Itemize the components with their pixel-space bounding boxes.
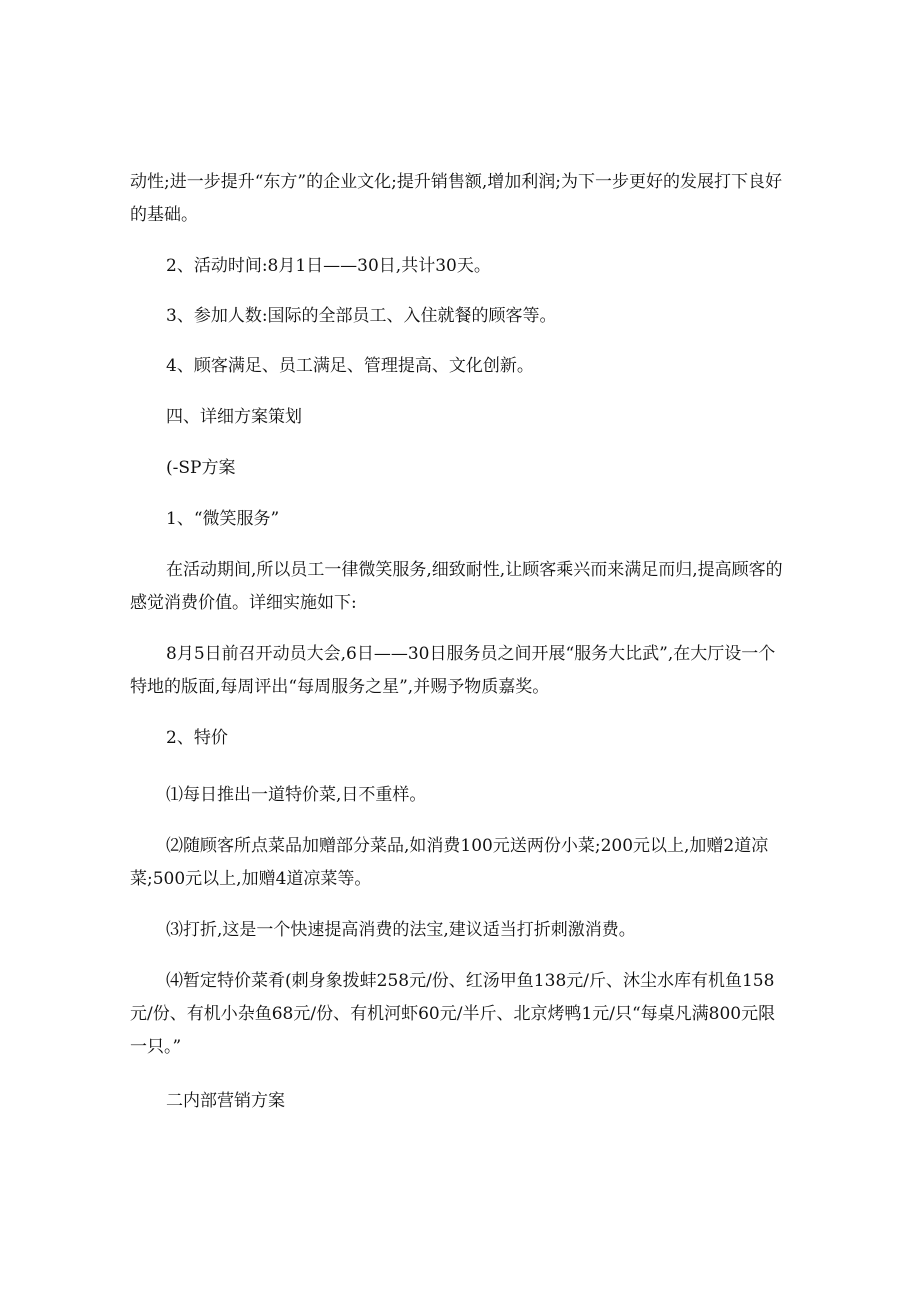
item-heading-smile-service: 1、“微笑服务” xyxy=(166,509,280,529)
section-heading-detailed-plan: 四、详细方案策划 xyxy=(166,407,302,427)
section-heading-internal-marketing: 二内部营销方案 xyxy=(166,1091,285,1111)
list-item-gift-dishes: ⑵随顾客所点菜品加赠部分菜品,如消费100元送两份小菜;200元以上,加赠2道凉菜;500元以上,加赠4道凉菜等。 xyxy=(130,836,769,889)
list-item-special-dishes: ⑷暂定特价菜肴(刺身象拨蚌258元/份、红汤甲鱼138元/斤、沐尘水库有机鱼158元/份、有机小杂鱼68元/份、有机河虾60元/半斤、北京烤鸭1元/只“每桌凡满800元限一只。” xyxy=(130,971,776,1057)
list-item-daily-special: ⑴每日推出一道特价菜,日不重样。 xyxy=(166,785,427,805)
paragraph-participants: 3、参加人数:国际的全部员工、入住就餐的顾客等。 xyxy=(166,306,557,326)
list-item-discount: ⑶打折,这是一个快速提高消费的法宝,建议适当打折刺激消费。 xyxy=(166,920,636,940)
item-heading-special-price: 2、特价 xyxy=(166,728,228,748)
paragraph-smile-service: 在活动期间,所以员工一律微笑服务,细致耐性,让顾客乘兴而来满足而归,提高顾客的感觉消费价值。详细实施如下: xyxy=(130,560,783,613)
subsection-heading-sp-plan: (-SP方案 xyxy=(166,458,236,478)
paragraph-objectives: 4、顾客满足、员工满足、管理提高、文化创新。 xyxy=(166,356,534,376)
paragraph-activity-time: 2、活动时间:8月1日——30日,共计30天。 xyxy=(166,256,491,276)
paragraph-goal-continuation: 动性;进一步提升“东方”的企业文化;提升销售额,增加利润;为下一步更好的发展打下良好的基础。 xyxy=(130,172,782,225)
paragraph-mobilization-meeting: 8月5日前召开动员大会,6日——30日服务员之间开展“服务大比武”,在大厅设一个特地的版面,每周评出“每周服务之星”,并赐予物质嘉奖。 xyxy=(130,644,776,697)
